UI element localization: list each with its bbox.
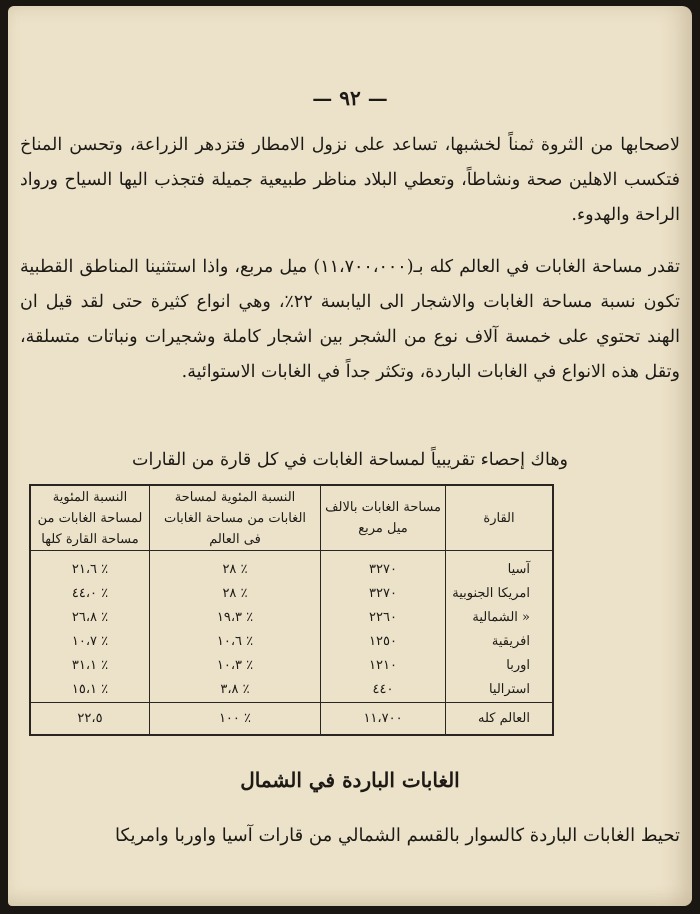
cell-percent-world: ٢٨ ٪ [150,551,321,582]
paragraph-forest-area: تقدر مساحة الغابات في العالم كله بـ(١١،٧٠٠،٠٠٠) ميل مربع، واذا استثنينا المناطق القطبية تكون نسبة مساحة الغابات والاشجار الى اليابسة ٢٢٪، وهي انواع كثيرة حتى لقد قيل ان الهند تحتوي على خمسة آلاف نوع من الشجر بين اشجار كاملة وشجيرات ونباتات متسلقة، وتقل هذه الانواع في الغابات الباردة، وتكثر جداً في الغابات الاستوائية. [20,257,680,382]
forest-statistics-table [29,484,554,736]
header-area: مساحة الغابات بالالف ميل مربع [321,485,446,551]
cell-percent-continent: ١٠،٧ ٪ [30,629,150,653]
cell-area-total: ١١،٧٠٠ [321,702,446,735]
cell-percent-world: ١٠،٦ ٪ [150,629,321,653]
cell-continent-total: العالم كله [446,702,554,735]
cell-area: ١٢١٠ [321,653,446,677]
cell-continent: آسيا [446,551,554,582]
cell-percent-continent: ١٥،١ ٪ [30,677,150,702]
cell-percent-world: ١٠،٣ ٪ [150,653,321,677]
cell-percent-world: ٢٨ ٪ [150,581,321,605]
cell-percent-continent: ٤٤،٠ ٪ [30,581,150,605]
table-row [30,677,553,702]
cell-percent-world: ١٩،٣ ٪ [150,605,321,629]
cell-percent-continent: ٢١،٦ ٪ [30,551,150,582]
page-number: — ٩٢ — [312,86,388,110]
cell-percent-continent: ٢٦،٨ ٪ [30,605,150,629]
header-continent: القارة [446,485,554,551]
table-row [30,551,553,582]
table-row [30,629,553,653]
cell-area: ٣٢٧٠ [321,581,446,605]
table-caption: وهاك إحصاء تقريبياً لمساحة الغابات في كل قارة من القارات [131,450,568,470]
cell-continent: استراليا [446,677,554,702]
cell-percent-world-total: ١٠٠ ٪ [150,702,321,735]
cell-area: ٤٤٠ [321,677,446,702]
paragraph-intro: لاصحابها من الثروة ثمناً لخشبها، تساعد على نزول الامطار فتزدهر الزراعة، وتحسن المناخ فتكسب الاهلين صحة ونشاطاً، وتعطي البلاد مناظر طبيعية جميلة فتجذب اليها السياح ورواد الراحة والهدوء. [20,135,680,225]
cell-continent: امريكا الجنوبية [446,581,554,605]
header-percent-world: النسبة المئوية لمساحة الغابات من مساحة الغابات فى العالم [150,485,321,551]
cell-area: ٣٢٧٠ [321,551,446,582]
cell-continent: « الشمالية [446,605,554,629]
paragraph-cold-forests: تحيط الغابات الباردة كالسوار بالقسم الشمالي من قارات آسيا واوربا وامريكا [115,825,680,846]
book-page [8,6,692,906]
table-header-row [30,485,553,551]
cell-percent-continent-total: ٢٢،٥ [30,702,150,735]
section-heading: الغابات الباردة في الشمال [240,768,460,792]
cell-area: ٢٢٦٠ [321,605,446,629]
table-total-row [30,702,553,735]
header-percent-continent: النسبة المئوية لمساحة الغابات من مساحة القارة كلها [30,485,150,551]
table-row [30,605,553,629]
cell-area: ١٢٥٠ [321,629,446,653]
cell-continent: اوربا [446,653,554,677]
table-row [30,581,553,605]
cell-continent: افريقية [446,629,554,653]
cell-percent-world: ٣،٨ ٪ [150,677,321,702]
table-row [30,653,553,677]
cell-percent-continent: ٣١،١ ٪ [30,653,150,677]
